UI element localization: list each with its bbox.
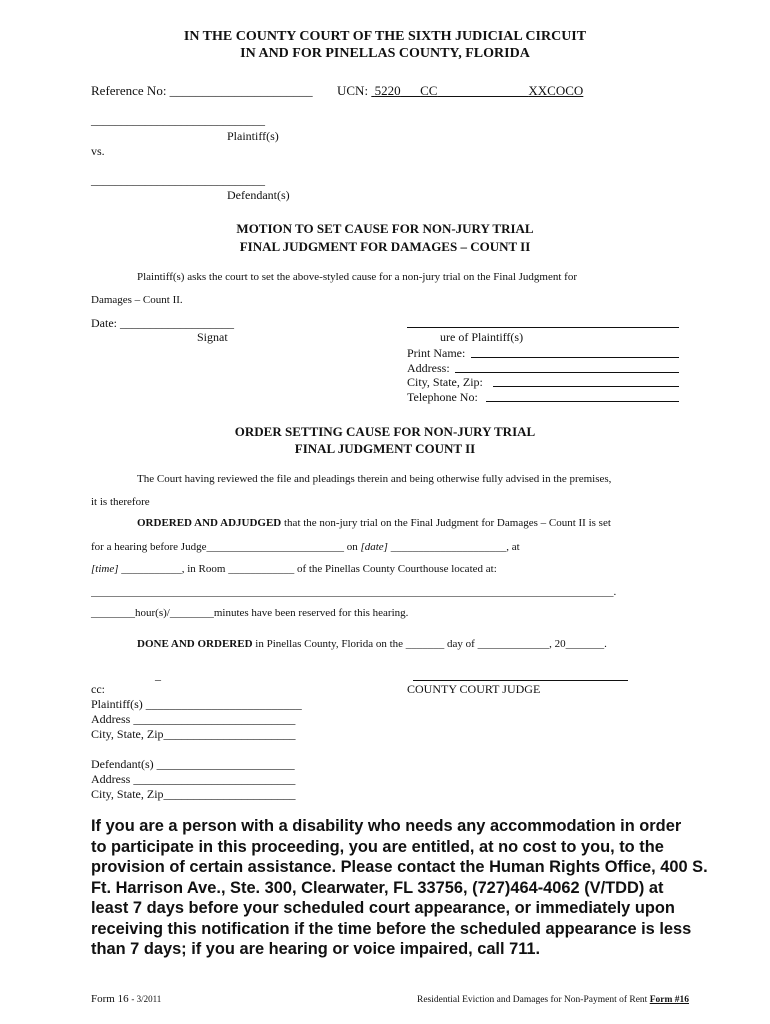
hearing-time-line (91, 563, 497, 575)
judge-dash: _ (155, 668, 161, 682)
cc-plaintiff-address: Address ___________________________ (91, 712, 296, 726)
footer-description-text: Residential Eviction and Damages for Non-Payment of Rent (417, 995, 648, 1005)
done-ordered-text: in Pinellas County, Florida on the _______ day of _____________, 20_______. (255, 638, 607, 650)
footer-form-label: Form 16 (91, 993, 129, 1005)
cc-defendant-address: Address ___________________________ (91, 772, 296, 786)
reference-number-field: Reference No: ______________________ (91, 83, 313, 98)
done-ordered-line (137, 638, 607, 650)
cc-label: cc: (91, 682, 105, 696)
ordered-adjudged-line (137, 517, 611, 529)
hearing-time-placeholder: [time] (91, 563, 119, 575)
hearing-judge-text: for a hearing before Judge_________________________ on (91, 541, 358, 553)
ada-notice (91, 816, 708, 960)
signature-line (407, 327, 679, 328)
ordered-adjudged-text: that the non-jury trial on the Final Judgment for Damages – Count II is set (284, 517, 611, 529)
hearing-date-blank: _____________________, at (390, 541, 520, 553)
defendant-name-line: _____________________________ (91, 173, 265, 187)
ucn-number: 5220 CC XXCOCO (374, 83, 584, 98)
judge-signature-line (413, 680, 628, 681)
plaintiff-name-line: _____________________________ (91, 113, 265, 127)
order-body-line1: The Court having reviewed the file and pleadings therein and being otherwise fully advised in the premises, (137, 473, 612, 485)
hearing-date-placeholder: [date] (360, 541, 388, 553)
order-body-line2: it is therefore (91, 496, 150, 508)
ucn-label: UCN: (337, 83, 369, 98)
telephone-line (486, 401, 679, 402)
city-state-zip-label: City, State, Zip: (407, 375, 483, 389)
motion-title-line2: FINAL JUDGMENT FOR DAMAGES – COUNT II (239, 239, 531, 254)
motion-body-line1: Plaintiff(s) asks the court to set the above-styled cause for a non-jury trial on the Final Judgment for (137, 271, 577, 283)
signature-label-part2: ure of Plaintiff(s) (440, 330, 524, 344)
footer-form-reference: Form #16 (649, 995, 690, 1005)
address-line (455, 372, 679, 373)
ada-notice-line2: to participate in this proceeding, you are entitled, at no cost to you, to the (91, 837, 664, 856)
footer-form-number (91, 993, 161, 1005)
cc-plaintiff-city: City, State, Zip______________________ (91, 727, 296, 741)
versus-label: vs. (91, 144, 105, 158)
motion-title-line1: MOTION TO SET CAUSE FOR NON-JURY TRIAL (236, 221, 534, 236)
county-court-judge-label: COUNTY COURT JUDGE (407, 682, 541, 696)
court-heading-line2: IN AND FOR PINELLAS COUNTY, FLORIDA (240, 46, 530, 61)
cc-defendant-city: City, State, Zip______________________ (91, 787, 296, 801)
print-name-line (471, 357, 679, 358)
cc-plaintiff: Plaintiff(s) __________________________ (91, 697, 302, 711)
ada-notice-line1: If you are a person with a disability who needs any accommodation in order (91, 817, 682, 835)
plaintiff-label: Plaintiff(s) (227, 129, 279, 143)
hearing-room-text: ___________, in Room ____________ of the Pinellas County Courthouse located at: (121, 563, 497, 575)
ordered-adjudged-heading: ORDERED AND ADJUDGED (137, 517, 282, 529)
hearing-judge-line (91, 541, 520, 553)
ada-notice-line7: than 7 days; if you are hearing or voice impaired, call 711. (91, 940, 541, 958)
city-state-zip-line (493, 386, 679, 387)
ada-notice-line5: least 7 days before your scheduled court appearance, or immediately upon (91, 899, 675, 917)
ada-notice-line3: provision of certain assistance. Please contact the Human Rights Office, 400 S. (91, 858, 708, 876)
print-name-label: Print Name: (407, 346, 466, 360)
court-heading-line1: IN THE COUNTY COURT OF THE SIXTH JUDICIAL CIRCUIT (183, 29, 587, 44)
footer-description (417, 995, 689, 1005)
courthouse-address-line: _______________________________________________________________________________________________. (91, 586, 617, 598)
telephone-label: Telephone No: (407, 390, 478, 404)
order-title-line1: ORDER SETTING CAUSE FOR NON-JURY TRIAL (234, 424, 536, 439)
ucn-field (337, 83, 583, 99)
address-label: Address: (407, 361, 450, 375)
order-title-line2: FINAL JUDGMENT COUNT II (294, 441, 476, 456)
signature-label-part1: Signat (197, 330, 228, 344)
defendant-label: Defendant(s) (227, 188, 290, 202)
done-ordered-heading: DONE AND ORDERED (137, 638, 253, 650)
motion-body-line2: Damages – Count II. (91, 294, 183, 306)
ada-notice-line4: Ft. Harrison Ave., Ste. 300, Clearwater, FL 33756, (727)464-4062 (V/TDD) at (91, 878, 664, 897)
footer-form-date: - 3/2011 (131, 994, 162, 1004)
ada-notice-line6: receiving this notification if the time before the scheduled appearance is less (91, 919, 692, 938)
hours-reserved-line: ________hour(s)/________minutes have been reserved for this hearing. (91, 607, 409, 619)
cc-defendant: Defendant(s) _______________________ (91, 757, 295, 771)
date-field: Date: ___________________ (91, 316, 234, 330)
